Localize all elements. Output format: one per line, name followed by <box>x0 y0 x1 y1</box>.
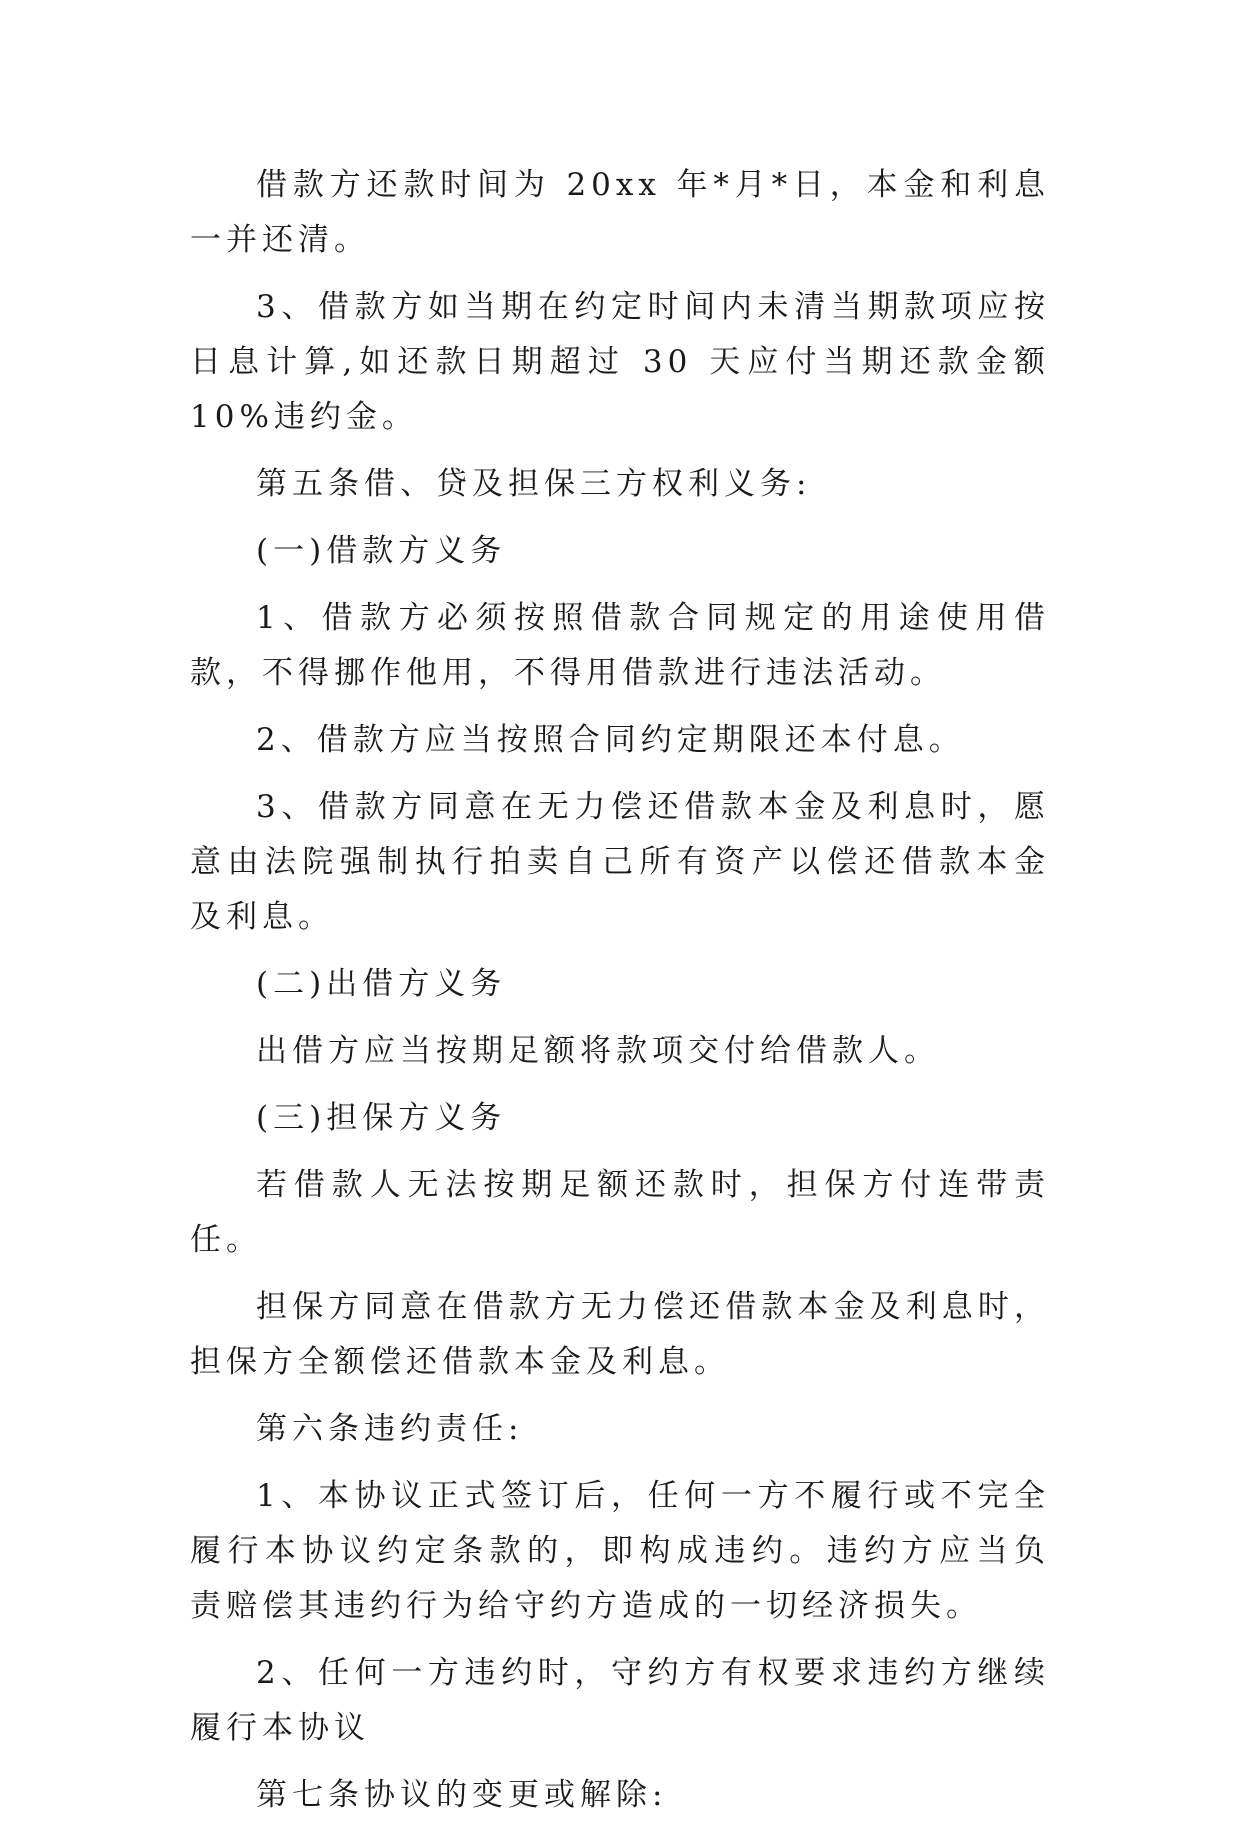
borrower-obligations-heading: (一)借款方义务 <box>256 533 507 569</box>
lender-obligation: 出借方应当按期足额将款项交付给借款人。 <box>256 1033 940 1069</box>
guarantor-obligations-heading: (三)担保方义务 <box>256 1100 507 1136</box>
document-body <box>190 158 1050 1835</box>
article-6-heading: 第六条违约责任: <box>256 1411 524 1447</box>
paragraph-late-payment: 3、借款方如当期在约定时间内未清当期款项应按日息计算,如还款日期超过 30 天应付当期还款金额 10%违约金。 <box>190 289 1050 435</box>
paragraph-repayment-time: 借款方还款时间为 20xx 年*月*日，本金和利息一并还清。 <box>190 167 1050 258</box>
borrower-obligation-1: 1、借款方必须按照借款合同规定的用途使用借款，不得挪作他用，不得用借款进行违法活动。 <box>190 600 1050 691</box>
article-5-heading: 第五条借、贷及担保三方权利义务: <box>256 466 812 502</box>
breach-clause-1: 1、本协议正式签订后，任何一方不履行或不完全履行本协议约定条款的，即构成违约。违约方应当负责赔偿其违约行为给守约方造成的一切经济损失。 <box>190 1478 1050 1624</box>
breach-clause-2: 2、任何一方违约时，守约方有权要求违约方继续履行本协议 <box>190 1655 1050 1746</box>
guarantor-obligation-1: 若借款人无法按期足额还款时，担保方付连带责任。 <box>190 1167 1050 1258</box>
article-7-heading: 第七条协议的变更或解除: <box>256 1777 668 1813</box>
borrower-obligation-2: 2、借款方应当按照合同约定期限还本付息。 <box>256 722 965 758</box>
borrower-obligation-3: 3、借款方同意在无力偿还借款本金及利息时，愿意由法院强制执行拍卖自己所有资产以偿还借款本金及利息。 <box>190 789 1050 935</box>
guarantor-obligation-2: 担保方同意在借款方无力偿还借款本金及利息时，担保方全额偿还借款本金及利息。 <box>190 1289 1050 1380</box>
lender-obligations-heading: (二)出借方义务 <box>256 966 507 1002</box>
